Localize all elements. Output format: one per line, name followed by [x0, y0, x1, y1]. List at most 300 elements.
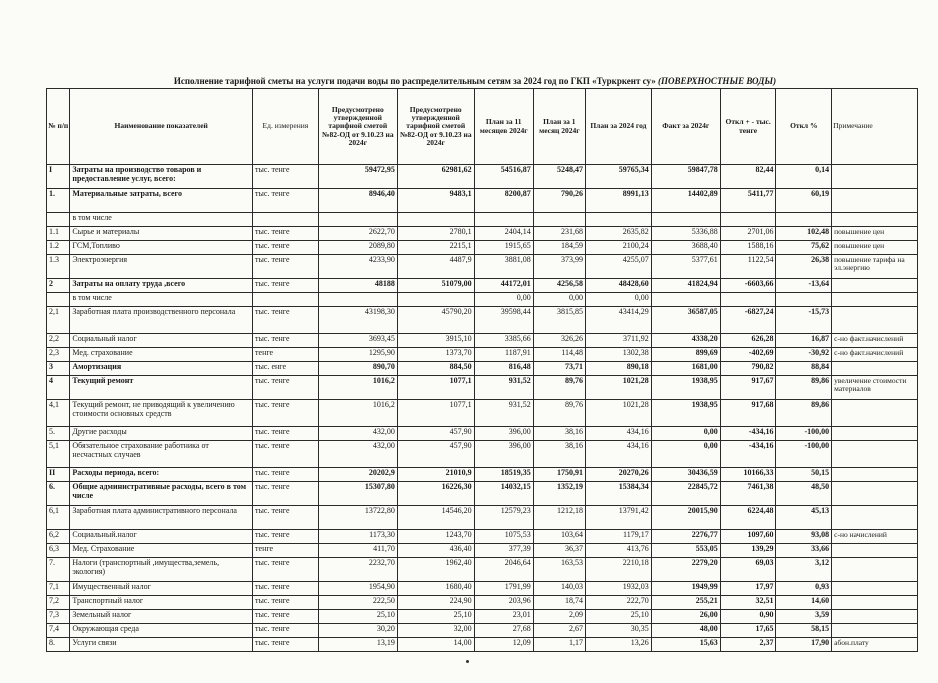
- plan-11-months: [474, 213, 533, 227]
- unit-cell: тенге: [253, 348, 319, 362]
- plan-1-month: [533, 213, 585, 227]
- approved-estimate-2: 1077,1: [397, 400, 474, 427]
- row-number: 6,2: [47, 530, 70, 544]
- row-number: 7.: [47, 558, 70, 582]
- approved-estimate-1: 432,00: [318, 441, 397, 468]
- deviation-value: -434,16: [720, 427, 776, 441]
- deviation-value: 17,65: [720, 624, 776, 638]
- table-body: [47, 165, 918, 652]
- plan-year: 2100,24: [586, 241, 652, 255]
- note-cell: [832, 582, 918, 596]
- deviation-percent: 58,15: [776, 624, 832, 638]
- table-row: [47, 441, 918, 468]
- deviation-percent: 3,12: [776, 558, 832, 582]
- page-mark: [466, 660, 469, 663]
- plan-11-months: 816,48: [474, 362, 533, 376]
- note-cell: [832, 544, 918, 558]
- note-cell: [832, 189, 918, 213]
- deviation-value: 5411,77: [720, 189, 776, 213]
- note-cell: [832, 279, 918, 293]
- deviation-percent: -30,92: [776, 348, 832, 362]
- unit-cell: тыс. тенге: [253, 638, 319, 652]
- deviation-value: 17,97: [720, 582, 776, 596]
- col-header: План за 1 месяц 2024г: [533, 89, 585, 165]
- plan-year: 30,35: [586, 624, 652, 638]
- deviation-percent: 0,93: [776, 582, 832, 596]
- plan-11-months: 3881,08: [474, 255, 533, 279]
- deviation-percent: [776, 293, 832, 307]
- indicator-name: в том числе: [70, 293, 253, 307]
- indicator-name: Заработная плата административного персонала: [70, 506, 253, 530]
- unit-cell: [253, 293, 319, 307]
- plan-1-month: 1352,19: [533, 482, 585, 506]
- deviation-value: [720, 213, 776, 227]
- plan-1-month: 0,00: [533, 293, 585, 307]
- unit-cell: тыс. тенге: [253, 376, 319, 400]
- deviation-value: 1122,54: [720, 255, 776, 279]
- indicator-name: Сырье и материалы: [70, 227, 253, 241]
- note-cell: [832, 468, 918, 482]
- fact-year: 3688,40: [651, 241, 720, 255]
- fact-year: 14402,89: [651, 189, 720, 213]
- deviation-percent: 0,14: [776, 165, 832, 189]
- plan-1-month: 2,09: [533, 610, 585, 624]
- approved-estimate-2: 457,90: [397, 427, 474, 441]
- indicator-name: Окружающая среда: [70, 624, 253, 638]
- plan-11-months: 44172,01: [474, 279, 533, 293]
- plan-1-month: 89,76: [533, 400, 585, 427]
- table-row: [47, 638, 918, 652]
- plan-year: 20270,26: [586, 468, 652, 482]
- indicator-name: Расходы периода, всего:: [70, 468, 253, 482]
- unit-cell: тыс. тенге: [253, 624, 319, 638]
- col-header: Предусмотрено утвержденной тарифной сметой №82-ОД от 9.10.23 на 2024г: [397, 89, 474, 165]
- plan-1-month: 790,26: [533, 189, 585, 213]
- plan-year: 413,76: [586, 544, 652, 558]
- plan-1-month: 4256,58: [533, 279, 585, 293]
- fact-year: 59847,78: [651, 165, 720, 189]
- unit-cell: тыс. енге: [253, 362, 319, 376]
- plan-year: 13791,42: [586, 506, 652, 530]
- plan-11-months: 1187,91: [474, 348, 533, 362]
- plan-1-month: 36,37: [533, 544, 585, 558]
- plan-11-months: 2404,14: [474, 227, 533, 241]
- table-row: [47, 544, 918, 558]
- unit-cell: тыс. тенге: [253, 610, 319, 624]
- note-cell: повышение цен: [832, 227, 918, 241]
- deviation-percent: 60,19: [776, 189, 832, 213]
- col-header: № п/п: [47, 89, 70, 165]
- fact-year: 899,69: [651, 348, 720, 362]
- table-row: [47, 376, 918, 400]
- fact-year: 30436,59: [651, 468, 720, 482]
- note-cell: [832, 307, 918, 334]
- indicator-name: Социальный налог: [70, 334, 253, 348]
- note-cell: [832, 165, 918, 189]
- table-row: [47, 624, 918, 638]
- approved-estimate-2: 1243,70: [397, 530, 474, 544]
- table-row: [47, 427, 918, 441]
- table-row: [47, 348, 918, 362]
- fact-year: 5377,61: [651, 255, 720, 279]
- row-number: 6,1: [47, 506, 70, 530]
- indicator-name: Электроэнергия: [70, 255, 253, 279]
- unit-cell: тыс. тенге: [253, 241, 319, 255]
- col-header: Примечание: [832, 89, 918, 165]
- approved-estimate-1: 222,50: [318, 596, 397, 610]
- approved-estimate-2: 1680,40: [397, 582, 474, 596]
- table-row: [47, 213, 918, 227]
- plan-year: 48428,60: [586, 279, 652, 293]
- row-number: [47, 293, 70, 307]
- deviation-value: 1588,16: [720, 241, 776, 255]
- fact-year: 1949,99: [651, 582, 720, 596]
- plan-year: 1021,28: [586, 376, 652, 400]
- unit-cell: [253, 213, 319, 227]
- deviation-percent: 89,86: [776, 400, 832, 427]
- table-row: [47, 582, 918, 596]
- approved-estimate-1: 1173,30: [318, 530, 397, 544]
- unit-cell: тыс. тенге: [253, 506, 319, 530]
- plan-11-months: 396,00: [474, 441, 533, 468]
- indicator-name: Затраты на производство товаров и предоставление услуг, всего:: [70, 165, 253, 189]
- col-header: Наименование показателей: [70, 89, 253, 165]
- plan-11-months: 377,39: [474, 544, 533, 558]
- approved-estimate-1: 59472,95: [318, 165, 397, 189]
- row-number: 2: [47, 279, 70, 293]
- fact-year: 1681,00: [651, 362, 720, 376]
- approved-estimate-1: 1954,90: [318, 582, 397, 596]
- table-row: [47, 362, 918, 376]
- note-cell: [832, 400, 918, 427]
- plan-1-month: 231,68: [533, 227, 585, 241]
- col-header: План за 11 месяцев 2024г: [474, 89, 533, 165]
- approved-estimate-2: 14546,20: [397, 506, 474, 530]
- approved-estimate-2: 16226,30: [397, 482, 474, 506]
- document-title: [40, 76, 910, 86]
- fact-year: [651, 213, 720, 227]
- deviation-value: 2,37: [720, 638, 776, 652]
- indicator-name: Материальные затраты, всего: [70, 189, 253, 213]
- plan-11-months: 203,96: [474, 596, 533, 610]
- table-row: [47, 530, 918, 544]
- deviation-percent: 50,15: [776, 468, 832, 482]
- row-number: 4: [47, 376, 70, 400]
- plan-11-months: 12579,23: [474, 506, 533, 530]
- plan-11-months: 14032,15: [474, 482, 533, 506]
- plan-year: 13,26: [586, 638, 652, 652]
- unit-cell: тыс. тенге: [253, 558, 319, 582]
- approved-estimate-2: 436,40: [397, 544, 474, 558]
- approved-estimate-2: 1373,70: [397, 348, 474, 362]
- plan-1-month: 1750,91: [533, 468, 585, 482]
- plan-1-month: 373,99: [533, 255, 585, 279]
- fact-year: 255,21: [651, 596, 720, 610]
- approved-estimate-2: 884,50: [397, 362, 474, 376]
- plan-year: 222,70: [586, 596, 652, 610]
- approved-estimate-1: 13,19: [318, 638, 397, 652]
- table-row: [47, 334, 918, 348]
- approved-estimate-1: 890,70: [318, 362, 397, 376]
- plan-1-month: 89,76: [533, 376, 585, 400]
- plan-11-months: 1075,53: [474, 530, 533, 544]
- deviation-percent: 75,62: [776, 241, 832, 255]
- approved-estimate-2: 224,90: [397, 596, 474, 610]
- approved-estimate-1: 20202,9: [318, 468, 397, 482]
- plan-1-month: 103,64: [533, 530, 585, 544]
- row-number: 7,3: [47, 610, 70, 624]
- approved-estimate-2: 45790,20: [397, 307, 474, 334]
- approved-estimate-2: 457,90: [397, 441, 474, 468]
- row-number: I: [47, 165, 70, 189]
- deviation-value: 790,82: [720, 362, 776, 376]
- approved-estimate-2: 25,10: [397, 610, 474, 624]
- unit-cell: тыс. тенге: [253, 165, 319, 189]
- table-row: [47, 293, 918, 307]
- indicator-name: Налоги (транспортный ,имущества,земель, экология): [70, 558, 253, 582]
- deviation-percent: 93,08: [776, 530, 832, 544]
- note-cell: [832, 441, 918, 468]
- plan-year: 1179,17: [586, 530, 652, 544]
- table-row: [47, 189, 918, 213]
- row-number: 6,3: [47, 544, 70, 558]
- approved-estimate-1: 432,00: [318, 427, 397, 441]
- approved-estimate-2: 3915,10: [397, 334, 474, 348]
- plan-1-month: 5248,47: [533, 165, 585, 189]
- header-row: [47, 89, 918, 165]
- unit-cell: тыс. тенге: [253, 582, 319, 596]
- table-row: [47, 558, 918, 582]
- plan-year: 59765,34: [586, 165, 652, 189]
- note-cell: [832, 596, 918, 610]
- plan-year: 1932,03: [586, 582, 652, 596]
- approved-estimate-2: 51079,00: [397, 279, 474, 293]
- note-cell: [832, 610, 918, 624]
- unit-cell: тыс. тенге: [253, 596, 319, 610]
- deviation-value: 917,68: [720, 400, 776, 427]
- approved-estimate-1: 1295,90: [318, 348, 397, 362]
- plan-1-month: 163,53: [533, 558, 585, 582]
- fact-year: 0,00: [651, 441, 720, 468]
- deviation-value: 10166,33: [720, 468, 776, 482]
- table-row: [47, 227, 918, 241]
- row-number: 1.3: [47, 255, 70, 279]
- plan-1-month: 2,67: [533, 624, 585, 638]
- plan-11-months: 0,00: [474, 293, 533, 307]
- row-number: 6.: [47, 482, 70, 506]
- row-number: 1.: [47, 189, 70, 213]
- plan-year: 1302,38: [586, 348, 652, 362]
- plan-11-months: 931,52: [474, 376, 533, 400]
- deviation-value: [720, 293, 776, 307]
- deviation-value: 917,67: [720, 376, 776, 400]
- unit-cell: тыс. тенге: [253, 468, 319, 482]
- indicator-name: Заработная плата производственного персонала: [70, 307, 253, 334]
- approved-estimate-1: 3693,45: [318, 334, 397, 348]
- unit-cell: тыс. тенге: [253, 189, 319, 213]
- note-cell: [832, 213, 918, 227]
- note-cell: увеличение стоимости материалов: [832, 376, 918, 400]
- plan-year: 8991,13: [586, 189, 652, 213]
- indicator-name: Текущий ремонт: [70, 376, 253, 400]
- unit-cell: тыс. тенге: [253, 334, 319, 348]
- row-number: 7,4: [47, 624, 70, 638]
- deviation-value: 32,51: [720, 596, 776, 610]
- plan-1-month: 3815,85: [533, 307, 585, 334]
- plan-year: 3711,92: [586, 334, 652, 348]
- row-number: 1.2: [47, 241, 70, 255]
- approved-estimate-1: 43198,30: [318, 307, 397, 334]
- plan-11-months: 39598,44: [474, 307, 533, 334]
- fact-year: 2276,77: [651, 530, 720, 544]
- approved-estimate-1: 4233,90: [318, 255, 397, 279]
- unit-cell: тыс. тенге: [253, 279, 319, 293]
- deviation-value: -6827,24: [720, 307, 776, 334]
- deviation-percent: 3,59: [776, 610, 832, 624]
- fact-year: 36587,05: [651, 307, 720, 334]
- deviation-percent: 14,60: [776, 596, 832, 610]
- deviation-value: 626,28: [720, 334, 776, 348]
- table-row: [47, 596, 918, 610]
- table-row: [47, 482, 918, 506]
- plan-1-month: 1212,18: [533, 506, 585, 530]
- deviation-value: 1097,60: [720, 530, 776, 544]
- row-number: 7,1: [47, 582, 70, 596]
- note-cell: [832, 427, 918, 441]
- table-row: [47, 400, 918, 427]
- fact-year: 48,00: [651, 624, 720, 638]
- indicator-name: Мед. Страхование: [70, 544, 253, 558]
- plan-11-months: 8200,87: [474, 189, 533, 213]
- approved-estimate-2: 1962,40: [397, 558, 474, 582]
- plan-11-months: 12,09: [474, 638, 533, 652]
- deviation-percent: 102,48: [776, 227, 832, 241]
- approved-estimate-2: 14,00: [397, 638, 474, 652]
- plan-1-month: 326,26: [533, 334, 585, 348]
- indicator-name: Услуги связи: [70, 638, 253, 652]
- row-number: 8.: [47, 638, 70, 652]
- row-number: 2,3: [47, 348, 70, 362]
- plan-year: 25,10: [586, 610, 652, 624]
- deviation-value: 82,44: [720, 165, 776, 189]
- unit-cell: тыс. тенге: [253, 530, 319, 544]
- fact-year: 4338,20: [651, 334, 720, 348]
- plan-1-month: 114,48: [533, 348, 585, 362]
- unit-cell: тыс. тенге: [253, 482, 319, 506]
- row-number: 4,1: [47, 400, 70, 427]
- unit-cell: тыс. тенге: [253, 441, 319, 468]
- approved-estimate-2: 4487,9: [397, 255, 474, 279]
- deviation-percent: -100,00: [776, 427, 832, 441]
- note-cell: [832, 362, 918, 376]
- plan-year: 2210,18: [586, 558, 652, 582]
- col-header: Ед. измерения: [253, 89, 319, 165]
- col-header: Предусмотрено утвержденной тарифной сметой №82-ОД от 9.10.23 на 2024г: [318, 89, 397, 165]
- approved-estimate-1: 2089,80: [318, 241, 397, 255]
- fact-year: 22845,72: [651, 482, 720, 506]
- title-main: Исполнение тарифной сметы на услуги подачи воды по распределительным сетям за 2024 год по ГКП «Туркркент су»: [173, 76, 656, 86]
- table-row: [47, 468, 918, 482]
- plan-year: 2635,82: [586, 227, 652, 241]
- plan-year: 43414,29: [586, 307, 652, 334]
- indicator-name: Земельный налог: [70, 610, 253, 624]
- unit-cell: тыс. тенге: [253, 427, 319, 441]
- deviation-percent: 17,90: [776, 638, 832, 652]
- plan-1-month: 18,74: [533, 596, 585, 610]
- fact-year: 0,00: [651, 427, 720, 441]
- deviation-value: 7461,38: [720, 482, 776, 506]
- plan-1-month: 38,16: [533, 427, 585, 441]
- title-italic: (ПОВЕРХНОСТНЫЕ ВОДЫ): [658, 76, 777, 86]
- table-row: [47, 241, 918, 255]
- fact-year: 2279,20: [651, 558, 720, 582]
- deviation-value: -402,69: [720, 348, 776, 362]
- indicator-name: Транспортный налог: [70, 596, 253, 610]
- unit-cell: тыс. тенге: [253, 255, 319, 279]
- approved-estimate-2: 62981,62: [397, 165, 474, 189]
- indicator-name: Обязательное страхование работника от несчастных случаев: [70, 441, 253, 468]
- fact-year: 1938,95: [651, 400, 720, 427]
- approved-estimate-2: [397, 213, 474, 227]
- tariff-report-table: [46, 88, 918, 652]
- indicator-name: Амортизация: [70, 362, 253, 376]
- approved-estimate-1: 1016,2: [318, 400, 397, 427]
- unit-cell: тыс. тенге: [253, 307, 319, 334]
- approved-estimate-1: 1016,2: [318, 376, 397, 400]
- plan-11-months: 27,68: [474, 624, 533, 638]
- deviation-percent: 48,50: [776, 482, 832, 506]
- indicator-name: Имущественный налог: [70, 582, 253, 596]
- plan-1-month: 38,16: [533, 441, 585, 468]
- deviation-percent: 26,38: [776, 255, 832, 279]
- col-header: Откл + - тыс. тенге: [720, 89, 776, 165]
- approved-estimate-1: 13722,80: [318, 506, 397, 530]
- approved-estimate-1: [318, 293, 397, 307]
- deviation-percent: 88,84: [776, 362, 832, 376]
- table-row: [47, 255, 918, 279]
- note-cell: [832, 506, 918, 530]
- row-number: II: [47, 468, 70, 482]
- plan-year: 0,00: [586, 293, 652, 307]
- note-cell: с-но начислений: [832, 530, 918, 544]
- plan-11-months: 931,52: [474, 400, 533, 427]
- approved-estimate-2: [397, 293, 474, 307]
- plan-11-months: 3385,66: [474, 334, 533, 348]
- row-number: 2,2: [47, 334, 70, 348]
- unit-cell: тыс. тенге: [253, 400, 319, 427]
- indicator-name: Социальный.налог: [70, 530, 253, 544]
- note-cell: [832, 482, 918, 506]
- plan-1-month: 73,71: [533, 362, 585, 376]
- approved-estimate-1: [318, 213, 397, 227]
- approved-estimate-2: 1077,1: [397, 376, 474, 400]
- note-cell: [832, 293, 918, 307]
- plan-year: [586, 213, 652, 227]
- approved-estimate-1: 25,10: [318, 610, 397, 624]
- plan-year: 1021,28: [586, 400, 652, 427]
- table-row: [47, 610, 918, 624]
- row-number: 1.1: [47, 227, 70, 241]
- approved-estimate-2: 21010,9: [397, 468, 474, 482]
- row-number: 5,1: [47, 441, 70, 468]
- table-row: [47, 506, 918, 530]
- approved-estimate-1: 48188: [318, 279, 397, 293]
- indicator-name: в том числе: [70, 213, 253, 227]
- fact-year: [651, 293, 720, 307]
- plan-11-months: 54516,87: [474, 165, 533, 189]
- fact-year: 1938,95: [651, 376, 720, 400]
- indicator-name: Другие расходы: [70, 427, 253, 441]
